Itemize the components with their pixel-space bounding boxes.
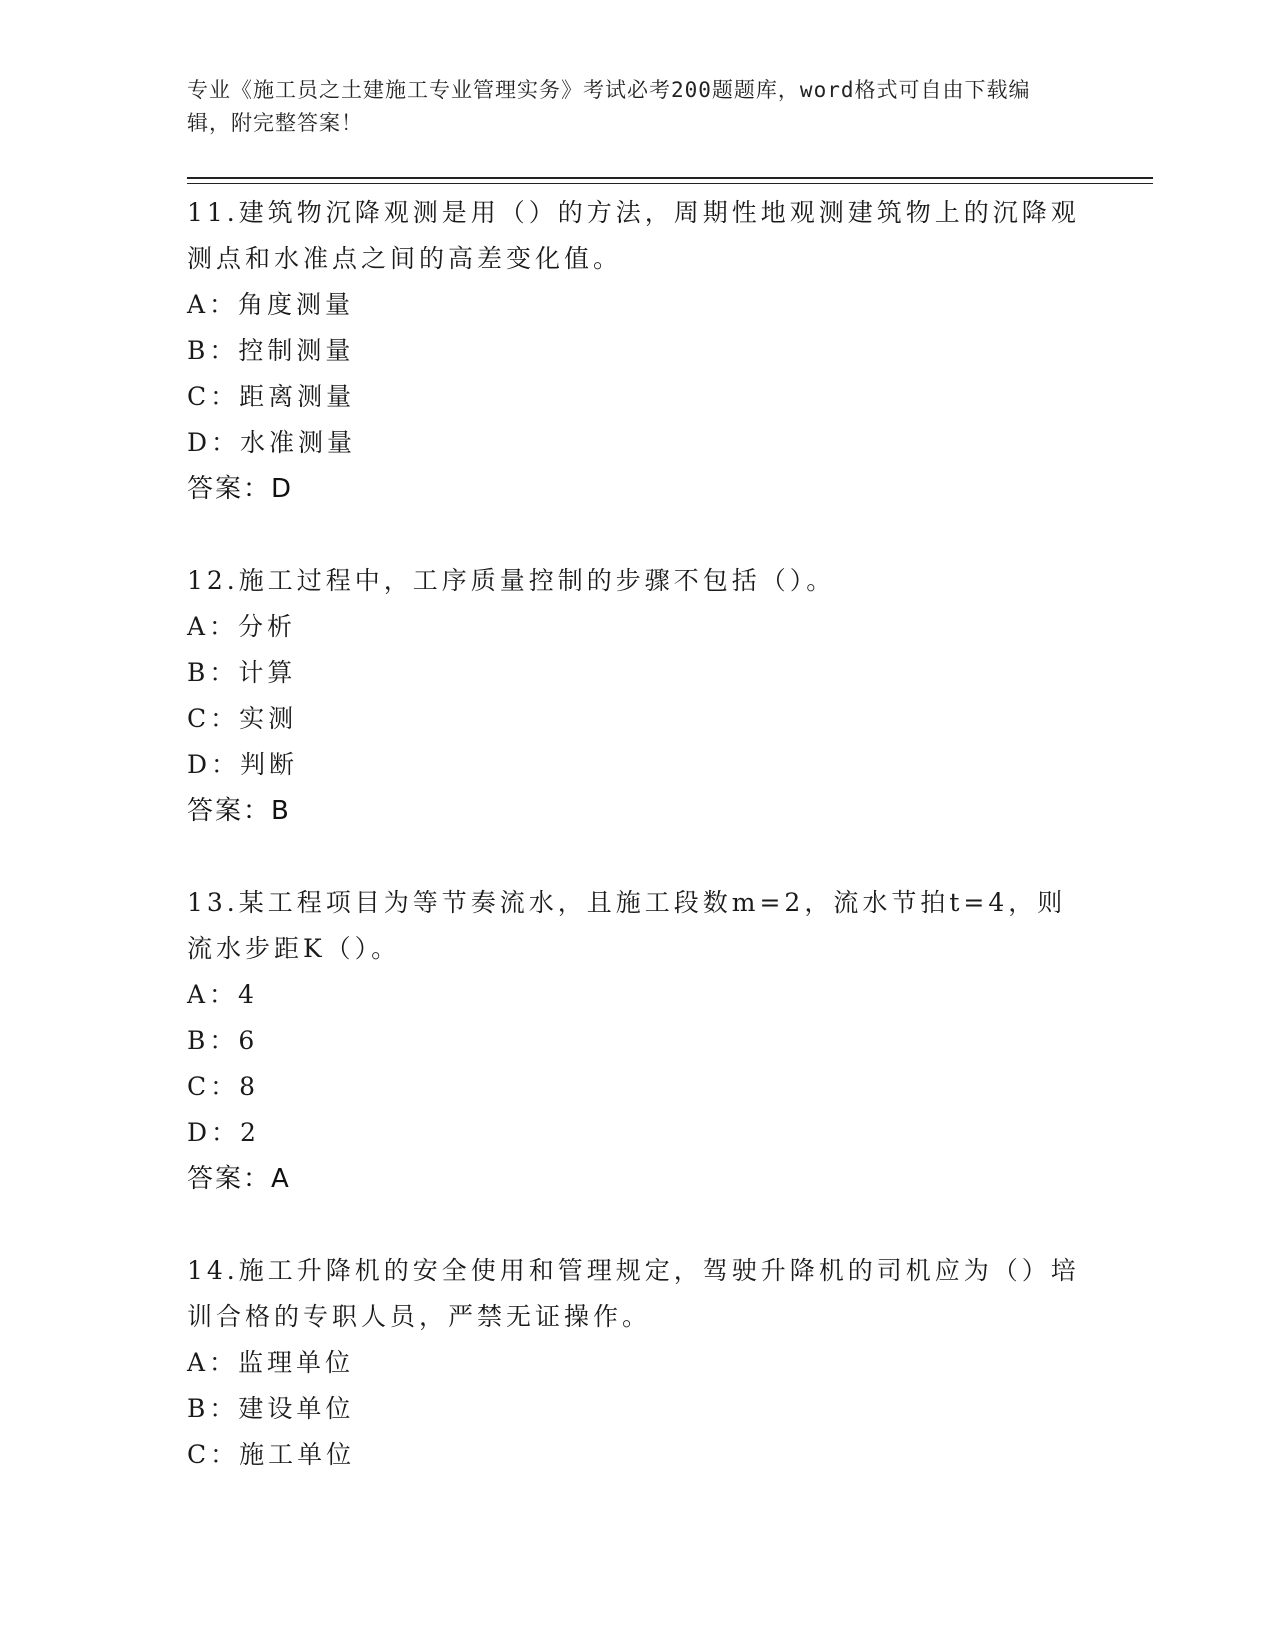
option-c: C：8 [187, 1072, 260, 1101]
question-11 [187, 190, 1087, 512]
option-d: D：2 [187, 1118, 260, 1147]
spacer [187, 834, 1087, 880]
header-divider-thin [187, 183, 1153, 184]
option-b: B：6 [187, 1026, 259, 1055]
question-text: 14.施工升降机的安全使用和管理规定，驾驶升降机的司机应为（）培训合格的专职人员，严禁无证操作。 [187, 1256, 1080, 1331]
option-a: A：4 [187, 980, 258, 1009]
answer-line: 答案：B [187, 796, 291, 826]
question-13 [187, 880, 1087, 1202]
option-b: B：计算 [187, 658, 297, 687]
answer-line: 答案：A [187, 1164, 291, 1194]
option-a: A：监理单位 [187, 1348, 355, 1377]
question-text: 12.施工过程中，工序质量控制的步骤不包括（）。 [187, 566, 836, 595]
option-d: D：判断 [187, 750, 299, 779]
question-12 [187, 558, 1087, 834]
option-d: D：水准测量 [187, 428, 357, 457]
document-title: 专业《施工员之土建施工专业管理实务》考试必考200题题库，word格式可自由下载编辑，附完整答案！ [187, 78, 1031, 135]
option-b: B：控制测量 [187, 336, 355, 365]
spacer [187, 1202, 1087, 1248]
spacer [187, 512, 1087, 558]
question-text: 11.建筑物沉降观测是用（）的方法，周期性地观测建筑物上的沉降观测点和水准点之间的高差变化值。 [187, 198, 1080, 273]
option-a: A：分析 [187, 612, 297, 641]
option-b: B：建设单位 [187, 1394, 355, 1423]
header-divider [187, 177, 1153, 179]
option-a: A：角度测量 [187, 290, 355, 319]
option-c: C：距离测量 [187, 382, 356, 411]
option-c: C：施工单位 [187, 1440, 356, 1469]
answer-line: 答案：D [187, 474, 294, 504]
document-header [187, 74, 1067, 140]
question-text: 13.某工程项目为等节奏流水，且施工段数m=2，流水节拍t=4，则流水步距K（）。 [187, 888, 1067, 963]
question-14 [187, 1248, 1087, 1478]
question-list [187, 190, 1087, 1478]
option-c: C：实测 [187, 704, 298, 733]
